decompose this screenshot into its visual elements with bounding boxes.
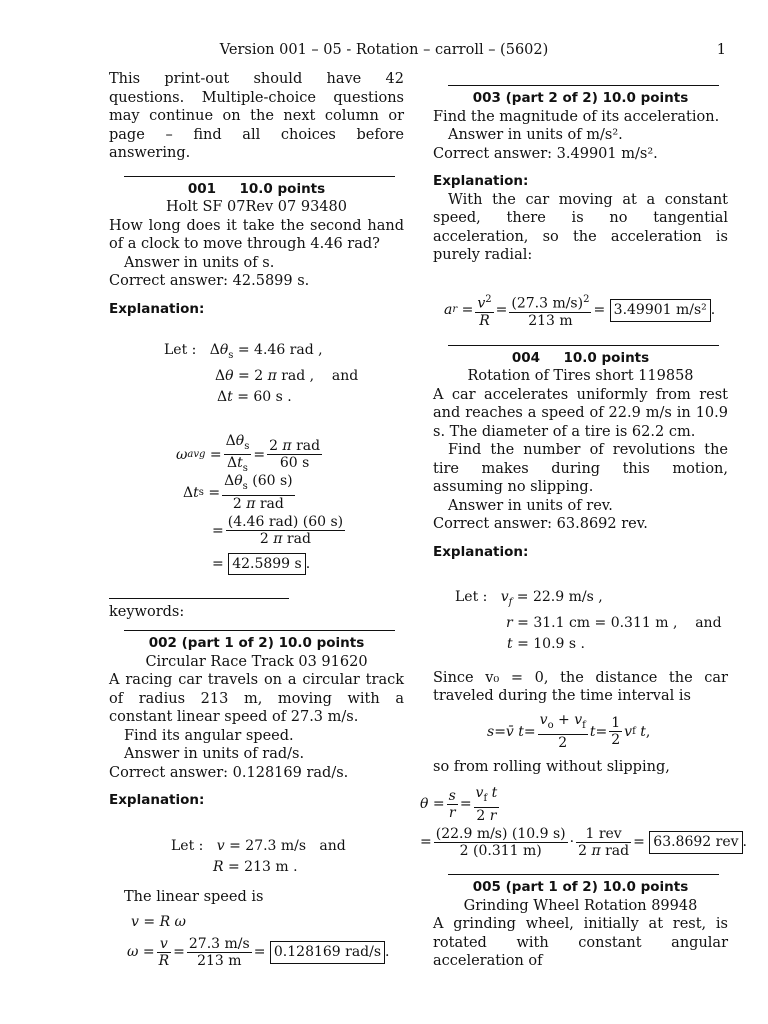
question-2-linear-speed: The linear speed is [124,888,264,905]
question-2-correct: Correct answer: 0.128169 rad/s. [109,764,349,781]
question-divider [124,630,395,631]
question-2-units: Answer in units of rad/s. [124,746,305,763]
question-3-explanation-text: With the car moving at a constant speed, there is no tangential acceleration, so the acceleration is purely radial: [433,191,728,263]
question-1-correct: Correct answer: 42.5899 s. [109,273,310,289]
question-1-source: Holt SF 07Rev 07 93480 [166,199,347,215]
question-2-source: Circular Race Track 03 91620 [145,653,368,670]
section-divider [109,598,289,599]
question-4-rolling: so from rolling without slipping, [433,758,670,775]
question-3-text: Find the magnitude of its acceleration. [433,108,720,125]
question-4-find: Find the number of revolutions the tire makes during this motion, assuming no slipping. [433,442,728,495]
question-4-source: Rotation of Tires short 119858 [467,368,694,384]
keywords-label: keywords: [109,603,185,620]
question-5-text: A grinding wheel, initially at rest, is rotated with constant angular acceleration of [433,916,728,970]
header-title: Version 001 – 05 - Rotation – carroll – (5602) [219,42,549,58]
question-3-correct: Correct answer: 3.49901 m/s². [433,145,658,162]
question-4-text: A car accelerates uniformly from rest and reaches a speed of 22.9 m/s in 10.9 s. The diameter of a tire is 62.2 cm. [433,386,728,440]
question-divider [448,345,719,346]
question-1-solution: ω avg = $\frac{\Delta\theta_s}{\Delta t_s}$ = $\frac{\text{2 π rad}}{60 s}$ Δ t s = $\frac{\Delta\theta_s (60 s)}{\text{2 π rad}}$ = $\frac{\text{(4.46 rad) (60 s)}}{\text{2 π rad}}$ = 42.5899 s . [109,436,404,578]
question-2-header: 002 (part 1 of 2) 10.0 points [148,635,365,652]
question-1-units: Answer in units of s. [124,254,275,271]
question-4-units: Answer in units of rev. [448,497,613,514]
question-4-given: Let : $v_f = 22.9$ m/s , r = 31.1 cm = 0.311 m , and t = 10.9 s . [455,589,722,652]
question-1-header: 001 10.0 points [187,180,326,197]
question-divider [448,85,719,86]
question-3-header: 003 (part 2 of 2) 10.0 points [472,90,689,106]
question-1-answer-box: 42.5899 s [228,553,306,576]
question-1-text: How long does it take the second hand of a clock to move through 4.46 rad? [109,217,404,252]
question-2-answer-box: 0.128169 rad/s [270,941,385,964]
question-3-explanation-label: Explanation: [433,173,529,189]
question-1-given: Let : $\Delta\theta_s = 4.46$ rad , Δθ = 2 π rad , and Δt = 60 s . [164,342,359,405]
question-4-since: Since v₀ = 0, the distance the car traveled during the time interval is [433,669,728,705]
question-3-units: Answer in units of m/s². [448,127,623,143]
question-2-solution: v = R ω ω = $\frac{v}{R}$ = $\frac{27.3 m/s}{213 m}$ = 0.128169 rad/s . [127,914,390,969]
question-4-correct: Correct answer: 63.8692 rev. [433,516,648,532]
question-4-solution: θ = $\frac{s}{r}$ = $\frac{v_f t}{2 r}$ = $\frac{(22.9 m/s) (10.9 s)}{2 (0.311 m)}$ · $\frac{\text{1 rev}}{\text{2 π rad}}$ = 63.8692 rev . [420,784,747,859]
page-number: 1 [716,42,726,58]
question-2-explanation-label: Explanation: [109,792,205,809]
question-1-explanation-label: Explanation: [109,300,205,317]
right-column [420,70,747,971]
question-2-given: Let : v = 27.3 m/s and R = 213 m . [171,837,346,875]
question-5-header: 005 (part 1 of 2) 10.0 points [472,879,689,896]
intro-text: This print-out should have 42 questions. Multiple-choice questions may continue on the next column or page – find all choices before answering. [109,71,404,161]
question-2-find: Find its angular speed. [124,727,294,744]
question-5-source: Grinding Wheel Rotation 89948 [463,897,698,914]
question-4-header: 004 10.0 points [511,349,650,366]
question-3-answer-box: 3.49901 m/s² [610,299,711,322]
question-divider [124,176,395,177]
left-column [109,70,404,972]
question-3-solution: a r = $\frac{v^2}{R}$ = $\frac{(27.3 m/s)^2}{213 m}$ = 3.49901 m/s² . [444,294,716,329]
question-4-distance-equation: s = v̄ t = $\frac{v_o + v_f}{2}$ t = $\frac{1}{2}$ v f t , [487,712,651,752]
question-divider [448,874,719,875]
question-4-explanation-label: Explanation: [433,543,529,560]
question-2-text: A racing car travels on a circular track of radius 213 m, moving with a constant linear speed of 27.3 m/s. [109,672,404,726]
question-4-answer-box: 63.8692 rev [649,831,742,854]
